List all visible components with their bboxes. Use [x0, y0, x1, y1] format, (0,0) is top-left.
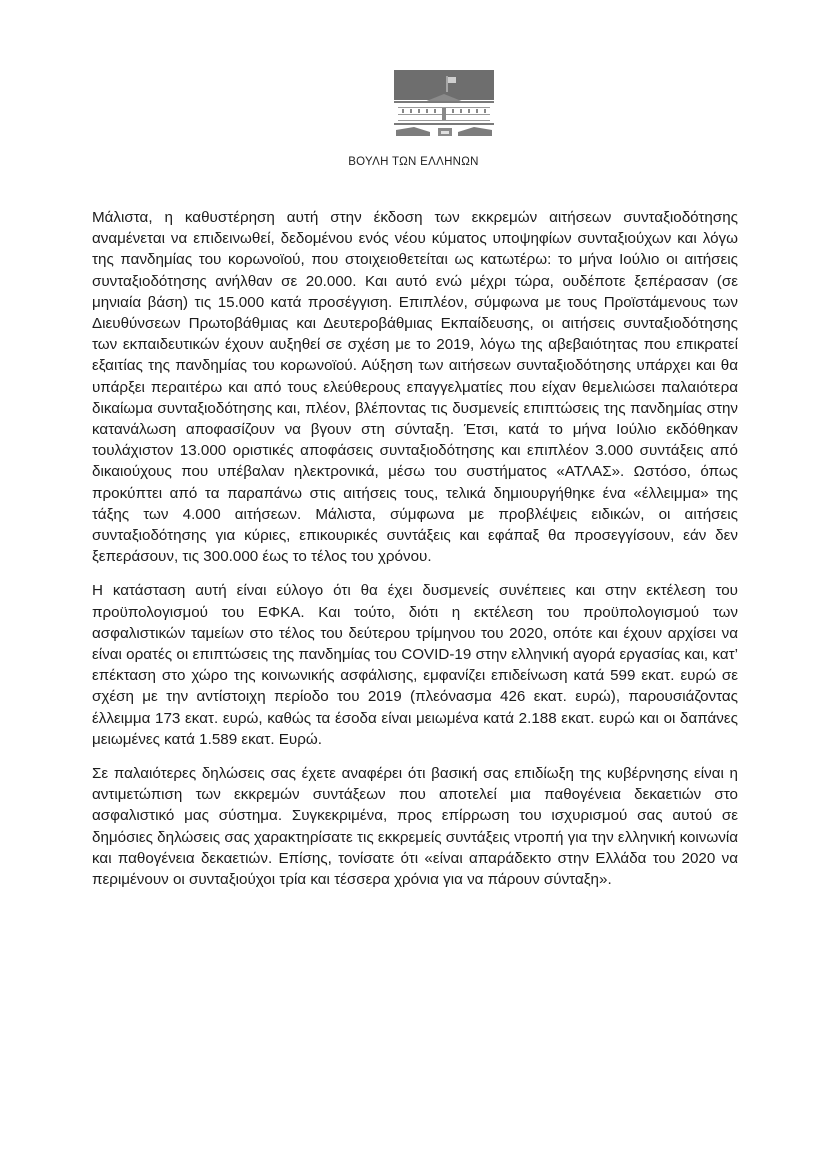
- paragraph: Μάλιστα, η καθυστέρηση αυτή στην έκδοση των εκκρεμών αιτήσεων συνταξιοδότησης αναμένεται να επιδεινωθεί, δεδομένου ενός νέου κύματος υποψηφίων συνταξιούχων και λόγω της πανδημίας του κορωνοϊού, που στοιχειοθετείται ως κατωτέρω: το μήνα Ιούλιο οι αιτήσεις συνταξιοδότησης ανήλθαν σε 20.000. Και αυτό ενώ μέχρι τώρα, ουδέποτε ξεπέρασαν (σε μηνιαία βάση) τις 15.000 κατά προσέγγιση. Επιπλέον, σύμφωνα με τους Προϊστάμενους των Διευθύνσεων Πρωτοβάθμιας και Δευτεροβάθμιας Εκπαίδευσης, οι αιτήσεις συνταξιοδότησης των εκπαιδευτικών έχουν αυξηθεί σε σχέση με το 2019, λόγω της αβεβαιότητας που επικρατεί εξαιτίας της πανδημίας του κορωνοϊού. Αύξηση των αιτήσεων συνταξιοδότησης υπάρχει και θα υπάρξει περαιτέρω και από τους ελεύθερους επαγγελματίες που είχαν θεμελιώσει παλαιότερα δικαίωμα συνταξιοδότησης και, πλέον, βλέποντας τις δυσμενείς επιπτώσεις της πανδημίας στην κατανάλωση αποφασίζουν να βγουν στη σύνταξη. Έτσι, κατά το μήνα Ιούλιο εκδόθηκαν τουλάχιστον 13.000 οριστικές αποφάσεις συνταξιοδότησης και επιπλέον 3.000 συντάξεις από δικαιούχους που υπέβαλαν ηλεκτρονικά, μέσω του συστήματος «ΑΤΛΑΣ». Ωστόσο, όπως προκύπτει από τα παραπάνω στις αιτήσεις τους, τελικά δημιουργήθηκε ένα «έλλειμμα» της τάξης των 4.000 αιτήσεων. Μάλιστα, σύμφωνα με προβλέψεις ειδικών, οι αιτήσεις συνταξιοδότησης για κύριες, επικουρικές συντάξεις και εφάπαξ θα προσεγγίσουν, εάν δεν ξεπεράσουν, τις 300.000 έως το τέλος του χρόνου.: [92, 209, 738, 566]
- document-body: [92, 207, 738, 903]
- paragraph: Σε παλαιότερες δηλώσεις σας έχετε αναφέρει ότι βασική σας επιδίωξη της κυβέρνησης είναι η αντιμετώπιση των εκκρεμών συντάξεων που αποτελεί μια παθογένεια δεκαετιών στο ασφαλιστικό μας σύστημα. Συγκεκριμένα, προς επίρρωση του ισχυρισμού σας αυτού σε δημόσιες δηλώσεις σας χαρακτηρίσατε τις εκκρεμείς συντάξεις ντροπή για την ελληνική κοινωνία και παθογένεια δεκαετιών. Επίσης, τονίσατε ότι «είναι απαράδεκτο στην Ελλάδα του 2020 να περιμένουν οι συνταξιούχοι τρία και τέσσερα χρόνια για να πάρουν σύνταξη».: [92, 765, 738, 889]
- header-title: ΒΟΥΛΗ ΤΩΝ ΕΛΛΗΝΩΝ: [348, 156, 479, 168]
- paragraph: Η κατάσταση αυτή είναι εύλογο ότι θα έχει δυσμενείς συνέπειες και στην εκτέλεση του προϋπολογισμού του ΕΦΚΑ. Και τούτο, διότι η εκτέλεση του προϋπολογισμού των ασφαλιστικών ταμείων στο τέλος του δεύτερου τρίμηνου του 2020, οπότε και έχουν αρχίσει να είναι ορατές οι επιπτώσεις της πανδημίας του COVID-19 στην ελληνική αγορά εργασίας και, κατ’ επέκταση στο χώρο της κοινωνικής ασφάλισης, εμφανίζει επιδείνωση κατά 599 εκατ. ευρώ σε σχέση με την αντίστοιχη περίοδο του 2019 (πλεόνασμα 426 εκατ. ευρώ), παρουσιάζοντας έλλειμμα 173 εκατ. ευρώ, καθώς τα έσοδα είναι μειωμένα κατά 2.188 εκατ. ευρώ και οι δαπάνες μειωμένες κατά 1.589 εκατ. Ευρώ.: [92, 582, 738, 748]
- parliament-logo-icon: [394, 70, 494, 138]
